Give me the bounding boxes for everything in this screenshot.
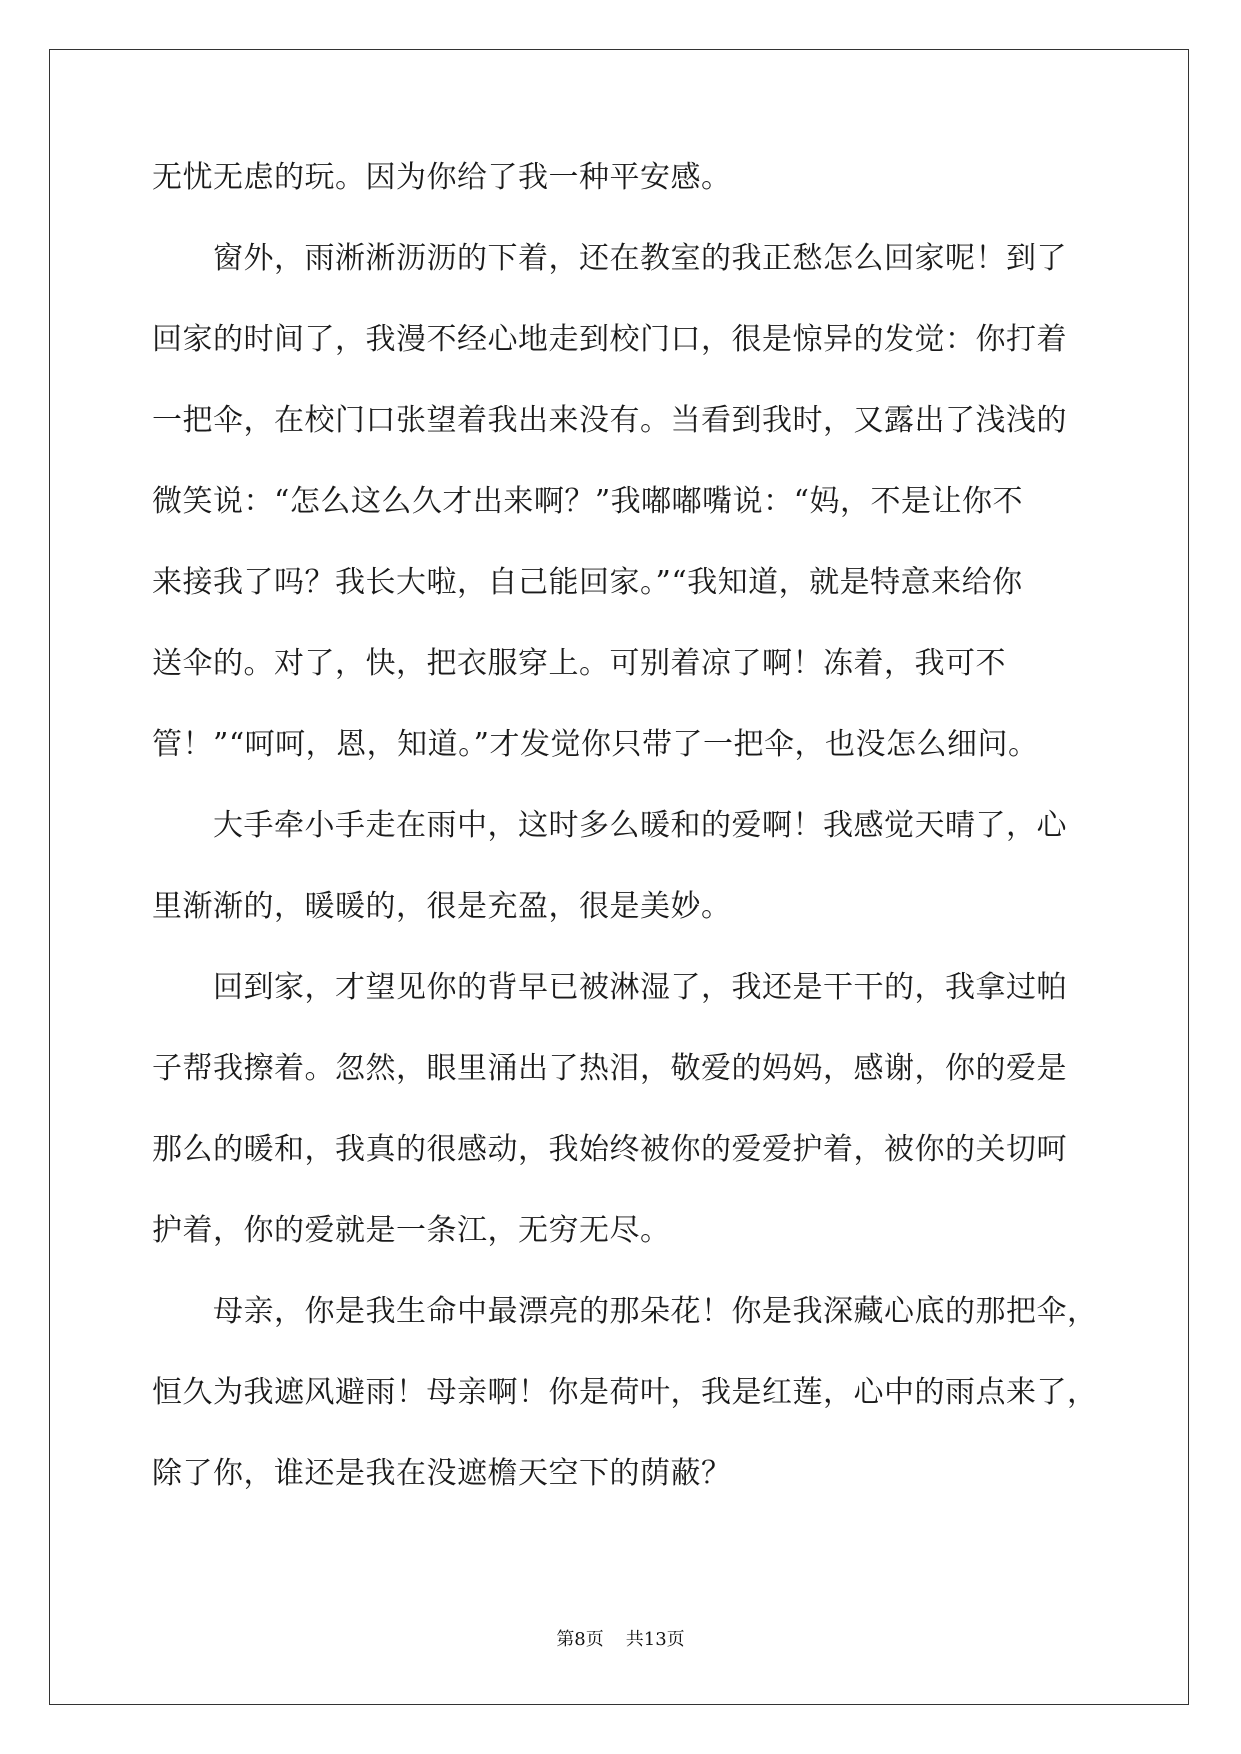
text-line: 子帮我擦着。忽然，眼里涌出了热泪，敬爱的妈妈，感谢，你的爱是	[152, 1051, 1067, 1086]
text-line: 里渐渐的，暖暖的，很是充盈，很是美妙。	[152, 889, 732, 924]
text-line: 微笑说：“怎么这么久才出来啊？”我嘟嘟嘴说：“妈，不是让你不	[152, 484, 1024, 519]
text-line: 回到家，才望见你的背早已被淋湿了，我还是干干的，我拿过帕	[152, 970, 1067, 1005]
page-total: 共13页	[625, 1629, 685, 1650]
text-line: 无忧无虑的玩。因为你给了我一种平安感。	[152, 160, 732, 195]
text-line: 除了你，谁还是我在没遮檐天空下的荫蔽？	[152, 1456, 732, 1491]
text-line: 送伞的。对了，快，把衣服穿上。可别着凉了啊！冻着，我可不	[152, 646, 1006, 681]
text-line: 回家的时间了，我漫不经心地走到校门口，很是惊异的发觉：你打着	[152, 322, 1067, 357]
text-line: 一把伞，在校门口张望着我出来没有。当看到我时，又露出了浅浅的	[152, 403, 1067, 438]
text-line: 护着，你的爱就是一条江，无穷无尽。	[152, 1213, 671, 1248]
text-line: 窗外，雨淅淅沥沥的下着，还在教室的我正愁怎么回家呢！到了	[152, 241, 1067, 276]
text-line: 恒久为我遮风避雨！母亲啊！你是荷叶，我是红莲，心中的雨点来了，	[152, 1375, 1098, 1410]
text-line: 来接我了吗？我长大啦，自己能回家。”“我知道，就是特意来给你	[152, 565, 1023, 600]
page-footer	[0, 1628, 1241, 1652]
text-line: 管！”“呵呵，恩，知道。”才发觉你只带了一把伞，也没怎么细问。	[152, 727, 1039, 762]
text-line: 那么的暖和，我真的很感动，我始终被你的爱爱护着，被你的关切呵	[152, 1132, 1067, 1167]
text-line: 大手牵小手走在雨中，这时多么暖和的爱啊！我感觉天晴了，心	[152, 808, 1067, 843]
text-line: 母亲，你是我生命中最漂亮的那朵花！你是我深藏心底的那把伞，	[152, 1294, 1098, 1329]
page-number: 第8页	[556, 1629, 604, 1650]
